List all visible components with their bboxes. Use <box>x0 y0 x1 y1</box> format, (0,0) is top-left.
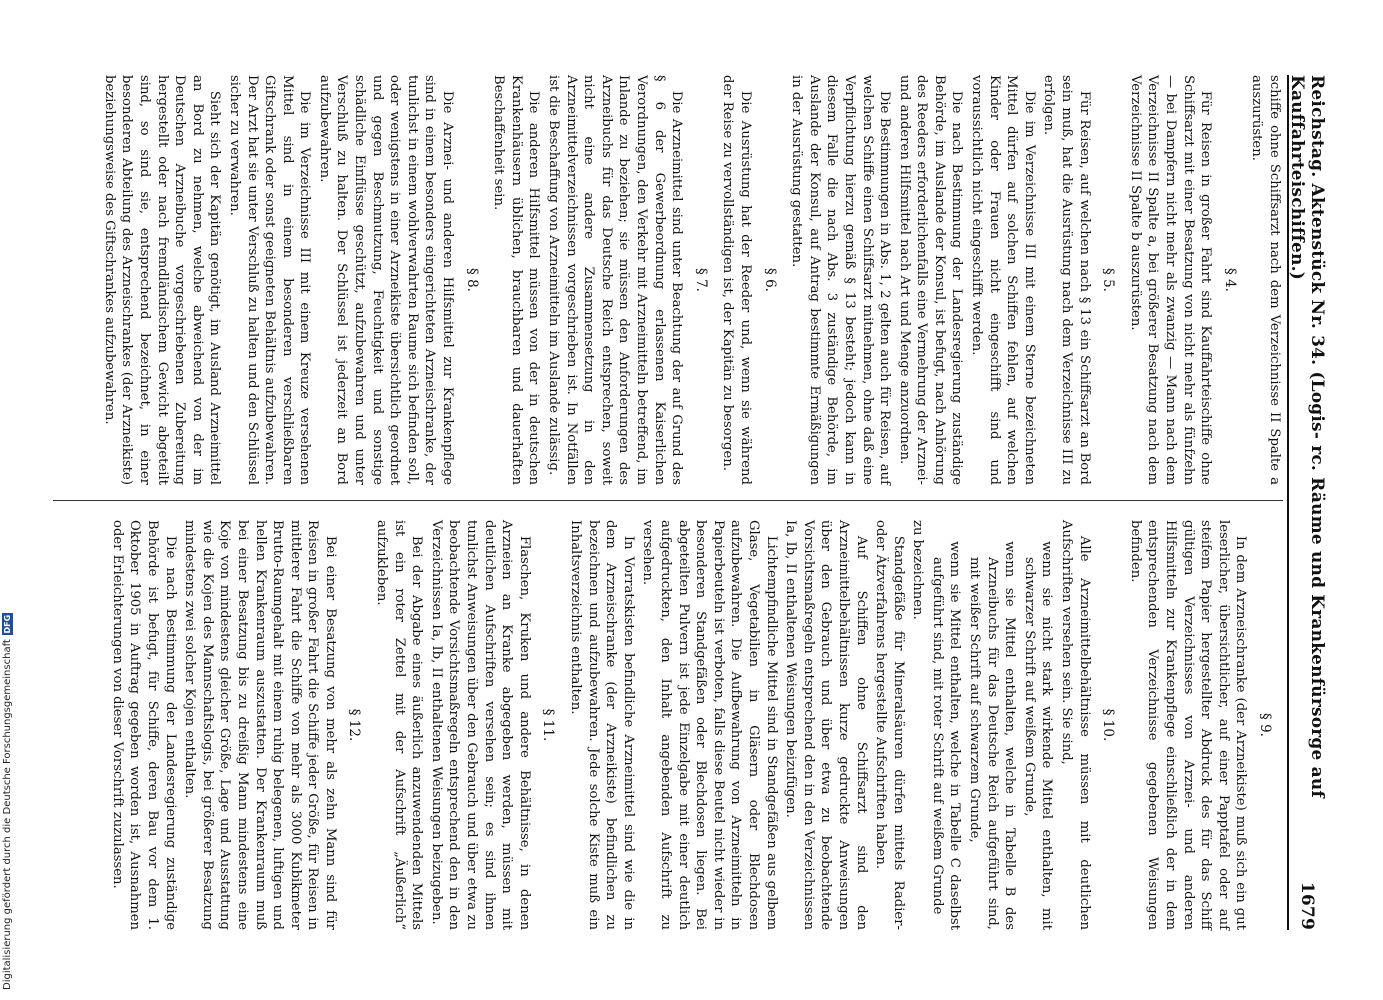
page-number: 1679 <box>1297 881 1317 930</box>
paragraph: Bei einer Besatzung von mehr als zehn Mann sind für Reisen in großer Fahrt die Schiffe jeder Größe, für Reisen in mittlerer Fahrt die Schiffe von mehr als 3000 Kubikmeter Brutto-Raumgehalt mit einem ruhig belegenen, luftigen und hellen Krankenraum auszustatten. Der Krankenraum muß bei einer Besatzung bis zu dreißig Mann mindestens eine Koje von mindestens gleicher Größe, Lage und Ausstattung wie die Kojen des Mannschaftslogis, bei größerer Besatzung mindestens zwei solcher Kojen enthalten. <box>182 520 338 930</box>
list-item: wenn sie Mittel enthalten, welche in Tabelle B des Arzneibuchs für das Deutsche Reich aufgeführt sind, mit weißer Schrift auf schwarzem Grunde, <box>967 541 1018 930</box>
paragraph: Für Reisen in großer Fahrt sind Kauffahrteischiffe ohne Schiffsarzt mit einer Besatzung von nicht mehr als fünfzehn — bei Dampfern nicht mehr als zwanzig — Mann nach dem Verzeichnisse II Spalte a, bei größerer Besatzung nach dem Verzeichnisse II Spalte b auszurüsten. <box>1127 75 1214 485</box>
paragraph: Auf Schiffen ohne Schiffsarzt sind den Arzneimittelbehältnissen kurze gedruckte Anweisungen über den Gebrauch und über etwa zu beobachtende Vorsichtsmaßregeln entsprechend den in den Verzeichnissen Ia, Ib, II enthaltenen Weisungen beizufügen. <box>783 520 869 930</box>
paragraph: Lichtempfindliche Mittel sind in Standgefäßen aus gelbem Glase, Vegetabilien in Gläsern oder Blechdosen aufzubewahren. Die Aufbewahrung von Arzneimitteln in Papierbeuteln ist verboten, falls diese Beutel nicht wieder in besonderen Standgefäßen oder Blechdosen liegen. Bei abgeteilten Pulvern ist jede Einzelgabe mit einer deutlich aufgedruckten, den Inhalt angebenden Aufschrift zu versehen. <box>640 520 779 930</box>
right-column <box>106 520 1283 930</box>
paragraph: Die anderen Hilfsmittel müssen von der in deutschen Krankenhäusern üblichen, brauchbaren und dauerhaften Beschaffenheit sein. <box>491 75 542 485</box>
credit-line <box>2 613 13 990</box>
paragraph: Die im Verzeichnisse III mit einem Sterne bezeichneten Mittel dürfen auf solchen Schiffen fehlen, auf welchen Kinder oder Frauen nicht eingeschifft sind und voraussichtlich nicht eingeschifft werden. <box>969 75 1037 485</box>
section-heading: § 6. <box>761 268 778 292</box>
section-heading: § 11. <box>540 708 557 742</box>
page-header <box>1289 75 1325 930</box>
credit-text: Digitalisierung gefördert durch die Deutsche Forschungsgemeinschaft <box>2 639 13 990</box>
paragraph: Die Arzneimittel sind unter Beachtung der auf Grund des § 6 der Gewerbeordnung erlassenen Kaiserlichen Verordnungen, den Verkehr mit Arzneimitteln betreffend, im Inlande zu beziehen; sie müssen den Anforderungen des Arzneibuchs für das Deutsche Reich entsprechen, soweit nicht eine andere Zusammensetzung in den Arzneimittelverzeichnissen vorgeschrieben ist. In Notfällen ist die Beschaffung von Arzneimitteln im Auslande zulässig. <box>546 75 685 485</box>
left-column <box>98 75 1283 485</box>
running-title: Reichstag. Aktenstück Nr. 34. (Logis- rc. Räume und Krankenfürsorge auf Kauffahrteischiffen.) <box>1287 75 1327 798</box>
paragraph: Alle Arzneimittelbehältnisse müssen mit deutlichen Aufschriften versehen sein. Sie sind, <box>1059 520 1092 930</box>
paragraph: Die nach Bestimmung der Landesregierung zuständige Behörde ist befugt, für Schiffe, deren Bau vor dem 1. Oktober 1905 in Auftrag gegeben worden ist, Ausnahmen oder Erleichterungen von dieser Vorschrift zuzulassen. <box>109 520 178 930</box>
paragraph: Bei der Abgabe eines äußerlich anzuwendenden Mittels ist ein roter Zettel mit der Aufschrift „Äußerlich“ aufzukleben. <box>374 520 425 930</box>
list-item: wenn sie nicht stark wirkende Mittel enthalten, mit schwarzer Schrift auf weißem Grunde, <box>1021 541 1055 930</box>
paragraph: Die Bestimmungen in Abs. 1, 2 gelten auch für Reisen, auf welchen Schiffe einen Schiffsarzt mitnehmen, ohne daß eine Verpflichtung hierzu gemäß § 13 besteht; jedoch kann in diesem Falle die nach Abs. 3 zuständige Behörde, im Auslande der Konsul, auf Antrag bestimmte Ermäßigungen in der Ausrüstung gestatten. <box>789 75 893 485</box>
section-heading: § 7. <box>692 268 709 292</box>
dfg-logo-icon: DFG <box>3 614 12 634</box>
paragraph: Die im Verzeichnisse III mit einem Kreuze versehenen Mittel sind in einem besonderen verschließbaren Giftschrank oder sonst geeigneten Behältnis aufzubewahren. Der Arzt hat sie unter Verschluß zu halten und den Schlüssel sicher zu verwahren. <box>226 75 313 485</box>
section-heading: § 9. <box>1257 713 1273 737</box>
digitization-credit <box>2 0 16 1000</box>
section-heading: § 10. <box>1100 708 1117 742</box>
paragraph: schiffe ohne Schiffsarzt nach dem Verzeichnisse II Spalte a auszurüsten. <box>1249 75 1282 485</box>
section-heading: § 8. <box>463 268 480 292</box>
section-heading: § 4. <box>1221 268 1238 292</box>
paragraph: In Vorratskisten befindliche Arzneimittel sind wie die in dem Arzneischranke (der Arzneikiste) befindlichen zu bezeichnen und aufzubewahren. Jede solche Kiste muß ein Inhaltsverzeichnis enthalten. <box>568 520 636 930</box>
paragraph: Standgefäße für Mineralsäuren dürfen mittels Radier- oder Ätzverfahrens hergestellte Aufschriften haben. <box>873 520 906 930</box>
section-heading: § 12. <box>346 708 363 742</box>
paragraph: In dem Arzneischranke (der Arzneikiste) muß sich ein gut leserlicher, übersichtlicher, auf einer Papptafel oder auf steifem Papier hergestellter Abdruck des für das Schiff gültigen Verzeichnisses von Arznei- und anderen Hilfsmitteln zur Krankenpflege einschließlich der in dem entsprechenden Verzeichnisse gegebenen Weisungen befinden. <box>1127 520 1249 930</box>
paragraph: zu bezeichnen. <box>910 520 926 620</box>
section-heading: § 5. <box>1100 268 1117 292</box>
paragraph: Sieht sich der Kapitän genötigt, im Ausland Arzneimittel an Bord zu nehmen, welche abweichend von der im Deutschen Arzneibuche vorgeschriebenen Zubereitung hergestellt oder nach fremdländischem Gewicht abgeteilt sind, so sind sie, entsprechend bezeichnet, in einer besonderen Abteilung des Arzneischrankes (der Arzneikiste) beziehungsweise des Giftschrankes aufzubewahren. <box>101 75 223 485</box>
paragraph: Die Arznei- und anderen Hilfsmittel zur Krankenpflege sind in einem besonders eingerichteten Arzneischranke, der tunlichst in einem wohlverwahrten Raume sich befinden soll, oder wenigstens in einer Arzneikiste übersichtlich geordnet und gegen Beschmutzung, Feuchtigkeit und sonstige schädliche Einflüsse geschützt, aufzubewahren und unter Verschluß zu halten. Der Schlüssel ist jederzeit an Bord aufzubewahren. <box>316 75 456 485</box>
paragraph: Die Ausrüstung hat der Reeder und, wenn sie während der Reise zu vervollständigen ist, der Kapitän zu besorgen. <box>720 75 753 485</box>
paragraph: Die nach Bestimmung der Landesregierung zuständige Behörde, im Auslande der Konsul, ist befugt, nach Anhörung des Reeders erforderlichenfalls eine Vermehrung der Arznei- und anderen Hilfsmittel nach Art und Menge anzuordnen. <box>896 75 965 485</box>
column-divider <box>53 500 1283 501</box>
paragraph: Für Reisen, auf welchen nach § 13 ein Schiffsarzt an Bord sein muß, hat die Ausrüstung nach dem Verzeichnisse III zu erfolgen. <box>1041 75 1092 485</box>
list-item: wenn sie Mittel enthalten, welche in Tabelle C daselbst aufgeführt sind, mit roter Schrift auf weißem Grunde <box>929 541 963 930</box>
paragraph: Flaschen, Kruken und andere Behältnisse, in denen Arzneien an Kranke abgegeben werden, müssen mit deutlichen Aufschriften versehen sein; es sind ihnen tunlichst Anweisungen über den Gebrauch und über etwa zu beobachtende Vorsichtsmaßregeln entsprechend den in den Verzeichnissen Ia, Ib, II enthaltenen Weisungen beizugeben. <box>428 520 532 930</box>
header-rule <box>1287 75 1289 930</box>
